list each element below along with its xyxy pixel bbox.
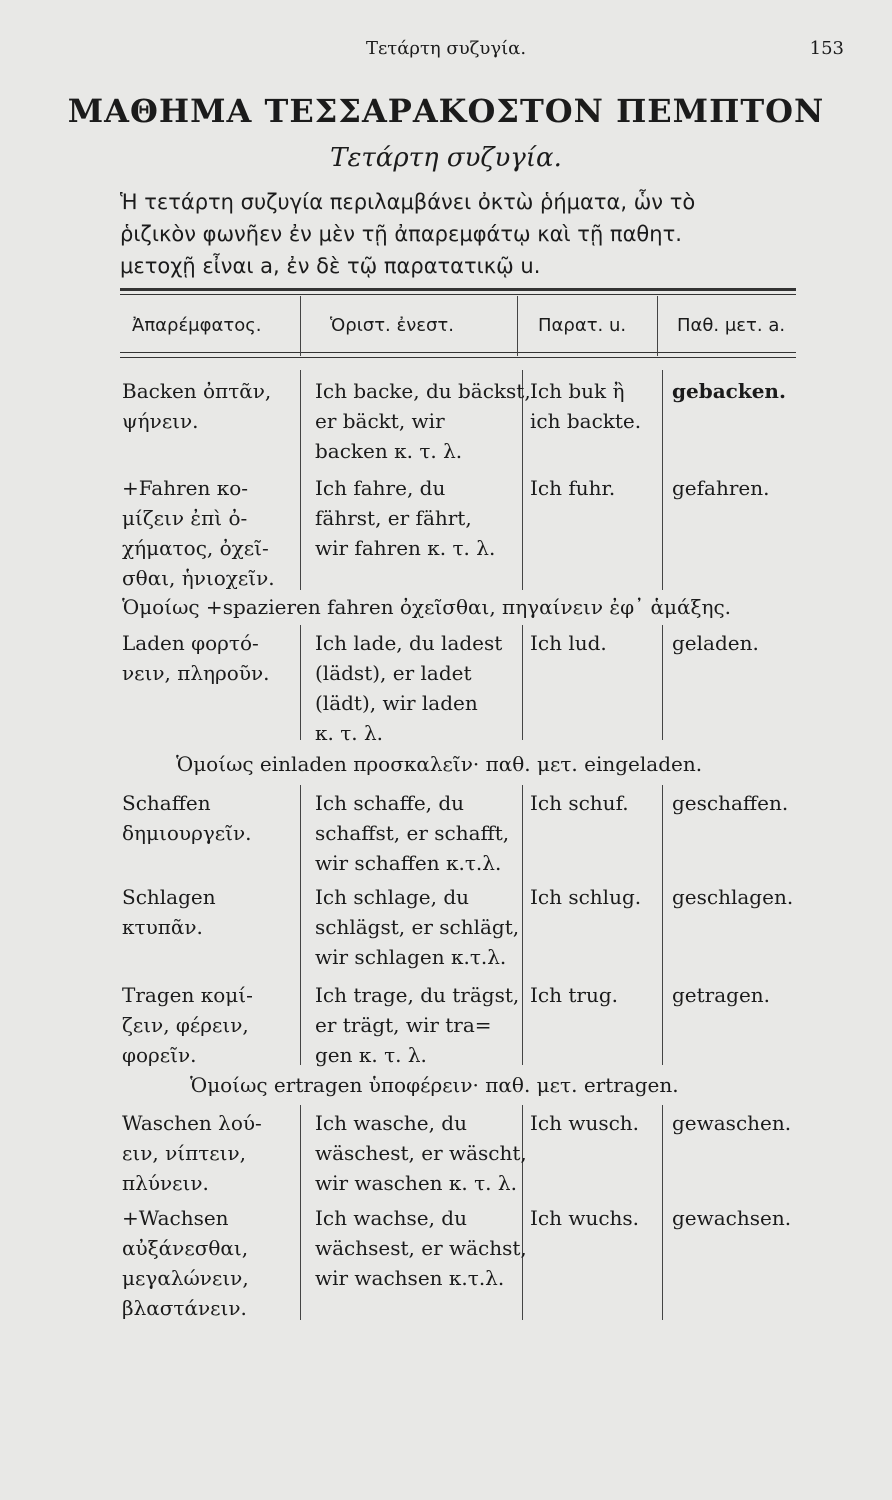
cell-line: wir waschen κ. τ. λ. xyxy=(315,1171,517,1195)
cell-line: geschlagen. xyxy=(672,885,794,909)
cell-line: +Wachsen xyxy=(122,1206,229,1230)
cell-participle xyxy=(672,788,788,818)
cell-participle xyxy=(672,1108,791,1138)
cell-participle xyxy=(672,473,769,503)
cell-participle xyxy=(672,1203,791,1233)
running-header: Τετάρτη συζυγία. xyxy=(365,38,527,59)
cell-line: Schlagen xyxy=(122,885,216,909)
cell-line: Ich schaffe, du xyxy=(315,791,465,815)
column-divider xyxy=(300,1105,301,1320)
note-line: Ὁμοίως +spazieren fahren ὀχεῖσθαι, πηγαίνειν ἐφ᾽ ἁμάξης. xyxy=(122,595,732,619)
cell-line: Ich trage, du trägst, xyxy=(315,983,520,1007)
cell-line: φορεῖν. xyxy=(122,1043,197,1067)
cell-line: μίζειν ἐπὶ ὀ- xyxy=(122,506,248,530)
column-divider xyxy=(662,370,663,590)
note-line: Ὁμοίως einladen προσκαλεῖν· παθ. μετ. eingeladen. xyxy=(176,752,703,776)
cell-line: αὐξάνεσθαι, xyxy=(122,1236,249,1260)
cell-present xyxy=(315,376,531,466)
intro-paragraph xyxy=(120,186,800,282)
lesson-title: ΜΑΘΗΜΑ ΤΕΣΣΑΡΑΚΟΣΤΟΝ ΠΕΜΠΤΟΝ xyxy=(67,92,825,130)
cell-line: Waschen λού- xyxy=(122,1111,262,1135)
cell-line: πλύνειν. xyxy=(122,1171,209,1195)
header-present: Ὁριστ. ἐνεστ. xyxy=(330,315,454,336)
cell-line: wir fahren κ. τ. λ. xyxy=(315,536,496,560)
header-participle: Παθ. μετ. a. xyxy=(677,315,786,336)
cell-line: wir wachsen κ.τ.λ. xyxy=(315,1266,505,1290)
cell-past xyxy=(530,376,641,436)
cell-line: Tragen κομί- xyxy=(122,983,253,1007)
cell-past xyxy=(530,788,629,818)
column-divider xyxy=(522,785,523,1065)
cell-line: νειν, πληροῦν. xyxy=(122,661,270,685)
column-divider xyxy=(300,370,301,590)
cell-infinitive xyxy=(122,473,275,593)
cell-line: er trägt, wir tra= xyxy=(315,1013,492,1037)
cell-line: μεγαλώνειν, xyxy=(122,1266,249,1290)
cell-line: +Fahren κο- xyxy=(122,476,249,500)
cell-line: Ich wusch. xyxy=(530,1111,640,1135)
cell-line: Ich schlug. xyxy=(530,885,642,909)
column-divider xyxy=(522,625,523,740)
cell-present xyxy=(315,788,509,878)
cell-line: Laden φορτό- xyxy=(122,631,259,655)
cell-line: ich backte. xyxy=(530,409,642,433)
cell-line: Ich fuhr. xyxy=(530,476,616,500)
cell-line: schaffst, er schafft, xyxy=(315,821,510,845)
cell-infinitive xyxy=(122,628,270,688)
cell-line: κ. τ. λ. xyxy=(315,721,384,745)
cell-line: Ich backe, du bäckst, xyxy=(315,379,531,403)
cell-past xyxy=(530,882,641,912)
cell-past xyxy=(530,1203,639,1233)
cell-line: Backen ὀπτᾶν, xyxy=(122,379,272,403)
column-divider xyxy=(517,296,518,356)
column-divider xyxy=(657,296,658,356)
cell-present xyxy=(315,882,519,972)
cell-line: χήματος, ὀχεῖ- xyxy=(122,536,269,560)
cell-line: wächsest, er wächst, xyxy=(315,1236,527,1260)
cell-line: κτυπᾶν. xyxy=(122,915,203,939)
cell-line: wäschest, er wäscht, xyxy=(315,1141,527,1165)
cell-line: gebacken. xyxy=(672,379,786,403)
cell-line: wir schlagen κ.τ.λ. xyxy=(315,945,507,969)
cell-line: βλαστάνειν. xyxy=(122,1296,247,1320)
cell-infinitive xyxy=(122,980,253,1070)
cell-line: wir schaffen κ.τ.λ. xyxy=(315,851,502,875)
column-divider xyxy=(300,296,301,356)
header-infinitive: Ἀπαρέμφατος. xyxy=(132,315,262,336)
cell-line: Schaffen xyxy=(122,791,211,815)
cell-line: δημιουργεῖν. xyxy=(122,821,252,845)
cell-line: er bäckt, wir xyxy=(315,409,445,433)
table-top-rule xyxy=(120,288,796,291)
cell-participle xyxy=(672,376,786,406)
cell-line: Ich wuchs. xyxy=(530,1206,640,1230)
cell-line: geladen. xyxy=(672,631,759,655)
cell-line: Ich schlage, du xyxy=(315,885,470,909)
subtitle: Τετάρτη συζυγία. xyxy=(330,143,562,173)
cell-line: schlägst, er schlägt, xyxy=(315,915,520,939)
table-top-rule-thin xyxy=(120,294,796,295)
cell-line: Ich trug. xyxy=(530,983,618,1007)
column-divider xyxy=(662,625,663,740)
cell-past xyxy=(530,980,618,1010)
cell-line: Ich schuf. xyxy=(530,791,629,815)
cell-past xyxy=(530,628,607,658)
cell-present xyxy=(315,1203,527,1293)
cell-present xyxy=(315,1108,527,1198)
column-divider xyxy=(300,785,301,1065)
cell-line: gewaschen. xyxy=(672,1111,792,1135)
cell-line: Ich lade, du ladest xyxy=(315,631,503,655)
note-line: Ὁμοίως ertragen ὑποφέρειν· παθ. μετ. ertragen. xyxy=(190,1073,679,1097)
cell-line: ψήνειν. xyxy=(122,409,199,433)
column-divider xyxy=(662,785,663,1065)
table-header-rule xyxy=(120,352,796,353)
cell-line: geschaffen. xyxy=(672,791,789,815)
cell-participle xyxy=(672,882,793,912)
cell-line: σθαι, ἡνιοχεῖν. xyxy=(122,566,275,590)
cell-present xyxy=(315,980,519,1070)
cell-line: gen κ. τ. λ. xyxy=(315,1043,427,1067)
cell-line: (lädst), er ladet xyxy=(315,661,472,685)
cell-line: ζειν, φέρειν, xyxy=(122,1013,249,1037)
intro-line: Ἡ τετάρτη συζυγία περιλαμβάνει ὀκτὼ ῥήματα, ὧν τὸ xyxy=(120,190,696,214)
cell-present xyxy=(315,473,495,563)
cell-line: Ich wasche, du xyxy=(315,1111,467,1135)
cell-line: gefahren. xyxy=(672,476,770,500)
cell-past xyxy=(530,473,615,503)
cell-line: fährst, er fährt, xyxy=(315,506,472,530)
cell-infinitive xyxy=(122,788,252,848)
cell-present xyxy=(315,628,502,748)
cell-participle xyxy=(672,628,759,658)
intro-line: μετοχῇ εἶναι a, ἐν δὲ τῷ παρατατικῷ u. xyxy=(120,254,541,278)
cell-infinitive xyxy=(122,1108,262,1198)
cell-line: Ich wachse, du xyxy=(315,1206,467,1230)
column-divider xyxy=(662,1105,663,1320)
cell-line: gewachsen. xyxy=(672,1206,792,1230)
column-divider xyxy=(300,625,301,740)
header-past: Παρατ. u. xyxy=(538,315,627,336)
cell-line: backen κ. τ. λ. xyxy=(315,439,463,463)
cell-line: Ich lud. xyxy=(530,631,607,655)
intro-line: ῥιζικὸν φωνῆεν ἐν μὲν τῇ ἀπαρεμφάτῳ καὶ τῇ παθητ. xyxy=(120,222,682,246)
cell-line: Ich buk ἢ xyxy=(530,379,625,403)
cell-infinitive xyxy=(122,376,271,436)
cell-past xyxy=(530,1108,639,1138)
cell-line: (lädt), wir laden xyxy=(315,691,478,715)
cell-line: Ich fahre, du xyxy=(315,476,446,500)
cell-line: getragen. xyxy=(672,983,771,1007)
table-header-rule-thin xyxy=(120,357,796,358)
page-number: 153 xyxy=(809,38,844,59)
cell-line: ειν, νίπτειν, xyxy=(122,1141,247,1165)
cell-infinitive xyxy=(122,882,216,942)
cell-infinitive xyxy=(122,1203,249,1323)
cell-participle xyxy=(672,980,770,1010)
